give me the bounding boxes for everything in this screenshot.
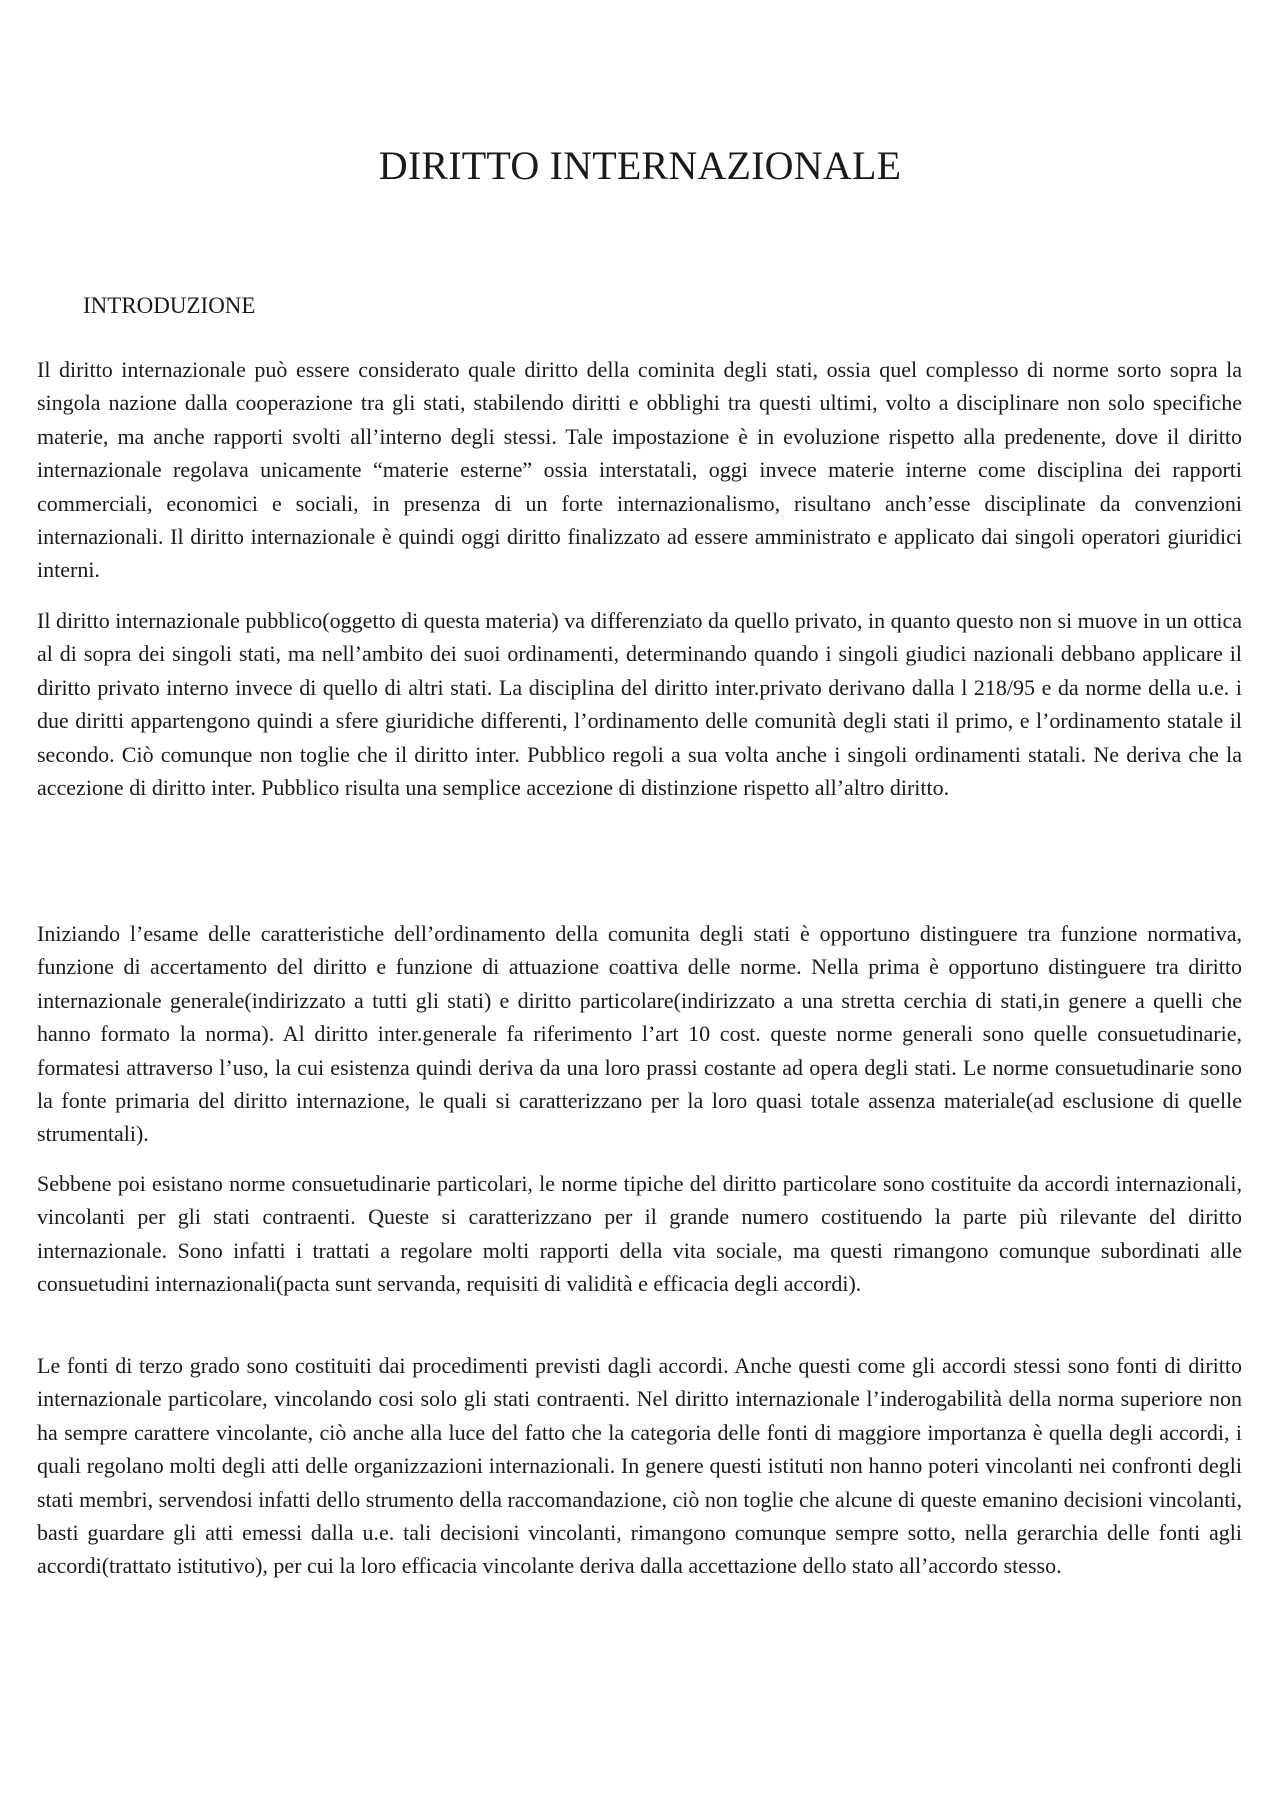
paragraph-3: Iniziando l’esame delle caratteristiche dell’ordinamento della comunita degli stati è opportuno distinguere tra funzione normativa, funzione di accertamento del diritto e funzione di attuazione coattiva delle norme. Nella prima è opportuno distinguere tra diritto internazionale generale(indirizzato a tutti gli stati) e diritto particolare(indirizzato a una stretta cerchia di stati,in genere a quelli che hanno formato la norma). Al diritto inter.generale fa riferimento l’art 10 cost. queste norme generali sono quelle consuetudinarie, formatesi attraverso l’uso, la cui esistenza quindi deriva da una loro prassi costante ad opera degli stati. Le norme consuetudinarie sono la fonte primaria del diritto internazione, le quali si caratterizzano per la loro quasi totale assenza materiale(ad esclusione di quelle strumentali). — [37, 921, 1242, 1147]
document-title: DIRITTO INTERNAZIONALE — [378, 143, 902, 188]
paragraph-2: Il diritto internazionale pubblico(oggetto di questa materia) va differenziato da quello privato, in quanto questo non si muove in un ottica al di sopra dei singoli stati, ma nell’ambito dei suoi ordinamenti, determinando quando i singoli giudici nazionali debbano applicare il diritto privato interno invece di quello di altri stati. La disciplina del diritto inter.privato derivano dalla l 218/95 e da norme della u.e. i due diritti appartengono quindi a sfere giuridiche differenti, l’ordinamento delle comunità degli stati il primo, e l’ordinamento statale il secondo. Ciò comunque non toglie che il diritto inter. Pubblico regoli a sua volta anche i singoli ordinamenti statali. Ne deriva che la accezione di diritto inter. Pubblico risulta una semplice accezione di distinzione rispetto all’altro diritto. — [37, 608, 1242, 801]
paragraph-4: Sebbene poi esistano norme consuetudinarie particolari, le norme tipiche del diritto particolare sono costituite da accordi internazionali, vincolanti per gli stati contraenti. Queste si caratterizzano per il grande numero costituendo la parte più rilevante del diritto internazionale. Sono infatti i trattati a regolare molti rapporti della vita sociale, ma questi rimangono comunque subordinati alle consuetudini internazionali(pacta sunt servanda, requisiti di validità e efficacia degli accordi). — [37, 1171, 1242, 1297]
paragraph-1: Il diritto internazionale può essere considerato quale diritto della cominita degli stati, ossia quel complesso di norme sorto sopra la singola nazione dalla cooperazione tra gli stati, stabilendo diritti e obblighi tra questi ultimi, volto a disciplinare non solo specifiche materie, ma anche rapporti svolti all’interno degli stessi. Tale impostazione è in evoluzione rispetto alla predenente, dove il diritto internazionale regolava unicamente “materie esterne” ossia interstatali, oggi invece materie interne come disciplina dei rapporti commerciali, economici e sociali, in presenza di un forte internazionalismo, risultano anch’esse disciplinate da convenzioni internazionali. Il diritto internazionale è quindi oggi diritto finalizzato ad essere amministrato e applicato dai singoli operatori giuridici interni. — [37, 357, 1242, 583]
paragraph-5: Le fonti di terzo grado sono costituiti dai procedimenti previsti dagli accordi. Anche questi come gli accordi stessi sono fonti di diritto internazionale particolare, vincolando cosi solo gli stati contraenti. Nel diritto internazionale l’inderogabilità della norma superiore non ha sempre carattere vincolante, ciò anche alla luce del fatto che la categoria delle fonti di maggiore importanza è quella degli accordi, i quali regolano molti degli atti delle organizzazioni internazionali. In genere questi istituti non hanno poteri vincolanti nei confronti degli stati membri, servendosi infatti dello strumento della raccomandazione, ciò non toglie che alcune di queste emanino decisioni vincolanti, basti guardare gli atti emessi dalla u.e. tali decisioni vincolanti, rimangono comunque sempre sotto, nella gerarchia delle fonti agli accordi(trattato istitutivo), per cui la loro efficacia vincolante deriva dalla accettazione dello stato all’accordo stesso. — [37, 1353, 1242, 1579]
section-heading-introduzione: INTRODUZIONE — [83, 293, 256, 318]
